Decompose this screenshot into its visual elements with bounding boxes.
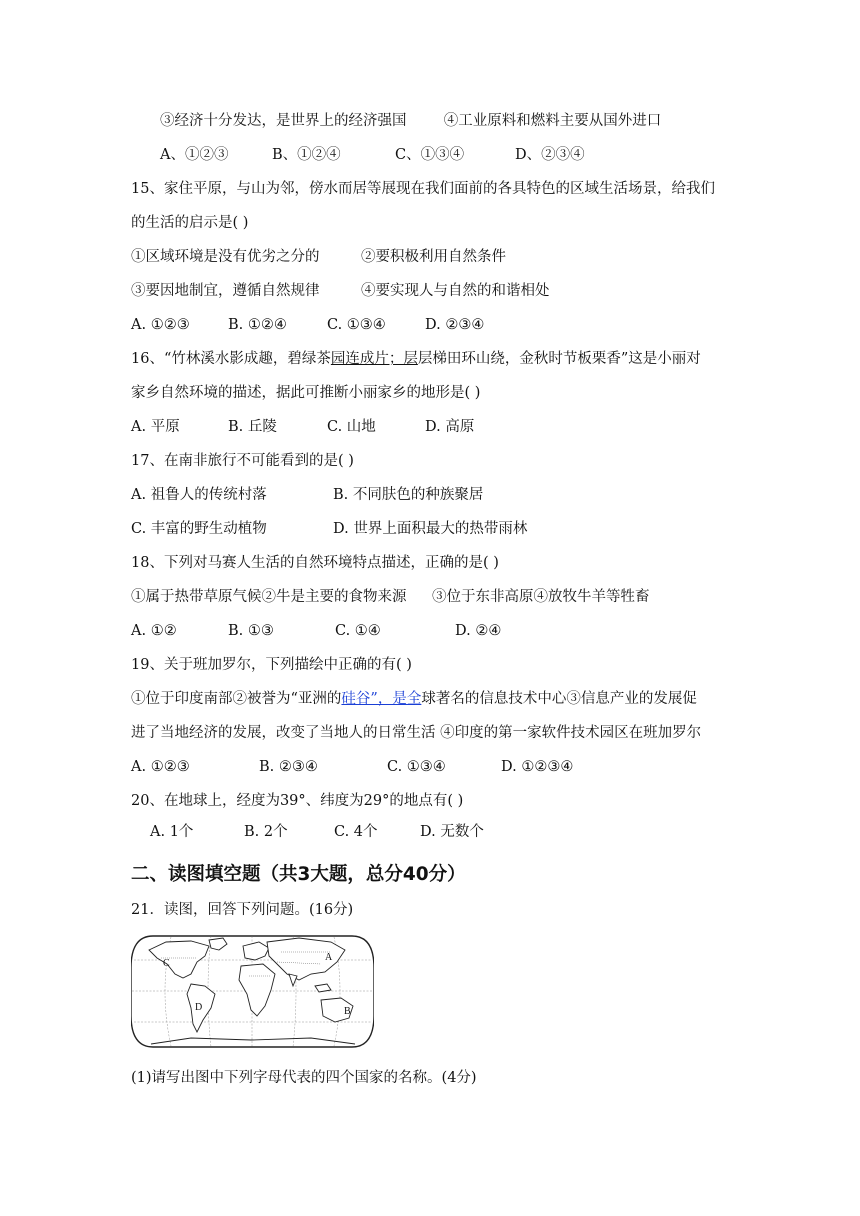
q21-stem: 21．读图，回答下列问题。(16分) [131, 902, 354, 918]
q17-option-a: A. 祖鲁人的传统村落 [131, 487, 267, 503]
q15-option-d: D. ②③④ [425, 317, 485, 333]
map-label-d: D [195, 1002, 203, 1013]
q15-statement-4: ④要实现人与自然的和谐相处 [361, 283, 550, 299]
world-map-figure [131, 928, 374, 1055]
q15-option-c: C. ①③④ [327, 317, 386, 333]
q19-line1-part2: 球著名的信息技术中心③信息产业的发展促 [421, 691, 697, 707]
q14-option-c: C、①③④ [395, 147, 465, 163]
q18-statements-a: ①属于热带草原气候②牛是主要的食物来源 [131, 589, 407, 605]
section-heading: 二、读图填空题（共3大题，总分40分） [131, 864, 466, 885]
q17-option-d: D. 世界上面积最大的热带雨林 [333, 521, 528, 537]
q16-option-a: A. 平原 [131, 419, 180, 435]
q15-option-a: A. ①②③ [131, 317, 190, 333]
q17-option-b: B. 不同肤色的种族聚居 [333, 487, 484, 503]
q19-option-d: D. ①②③④ [501, 759, 574, 775]
q15-stem-line2: 的生活的启示是( ) [131, 215, 249, 231]
q18-statements-b: ③位于东非高原④放牧牛羊等牲畜 [432, 589, 650, 605]
q20-option-b: B. 2个 [244, 824, 288, 840]
q16-option-d: D. 高原 [425, 419, 475, 435]
q15-stem-line1: 15、家住平原，与山为邻，傍水而居等展现在我们面前的各具特色的区域生活场景，给我们 [131, 181, 715, 197]
q14-option-b: B、①②④ [272, 147, 341, 163]
q16-stem-underlined: 园连成片；层 [330, 351, 418, 367]
q17-option-c: C. 丰富的野生动植物 [131, 521, 267, 537]
q14-statement-3: ③经济十分发达，是世界上的经济强国 [160, 113, 407, 129]
map-label-c: C [163, 958, 170, 969]
q19-line1-part1: ①位于印度南部②被誉为“亚洲的 [131, 691, 342, 707]
q19-option-a: A. ①②③ [131, 759, 190, 775]
q19-option-b: B. ②③④ [259, 759, 318, 775]
q14-statement-line [160, 111, 661, 131]
q16-stem-line1 [131, 349, 701, 369]
q18-option-c: C. ①④ [335, 623, 381, 639]
q20-option-a: A. 1个 [150, 824, 194, 840]
q19-stem: 19、关于班加罗尔，下列描绘中正确的有( ) [131, 657, 412, 673]
q16-option-b: B. 丘陵 [228, 419, 277, 435]
q21-subquestion-1: (1)请写出图中下列字母代表的四个国家的名称。(4分) [131, 1070, 477, 1086]
q14-option-d: D、②③④ [515, 147, 585, 163]
q16-stem-line2: 家乡自然环境的描述，据此可推断小丽家乡的地形是( ) [131, 385, 481, 401]
q14-statement-4: ④工业原料和燃料主要从国外进口 [443, 113, 662, 129]
q16-stem-part1: 16、“竹林溪水影成趣，碧绿茶 [131, 351, 331, 367]
q15-statement-1: ①区域环境是没有优劣之分的 [131, 249, 320, 265]
q18-option-a: A. ①② [131, 623, 177, 639]
q20-option-d: D. 无数个 [420, 824, 484, 840]
q16-stem-part2: 层梯田环山绕，金秋时节板栗香”这是小丽对 [417, 351, 701, 367]
q18-option-b: B. ①③ [228, 623, 274, 639]
q16-option-c: C. 山地 [327, 419, 376, 435]
q19-statements-line2: 进了当地经济的发展，改变了当地人的日常生活 ④印度的第一家软件技术园区在班加罗尔 [131, 725, 702, 741]
q15-option-b: B. ①②④ [228, 317, 287, 333]
q19-statements-line1 [131, 689, 697, 709]
q15-statement-2: ②要积极利用自然条件 [361, 249, 506, 265]
q19-option-c: C. ①③④ [387, 759, 446, 775]
q18-option-d: D. ②④ [455, 623, 502, 639]
q20-option-c: C. 4个 [334, 824, 378, 840]
q18-stem: 18、下列对马赛人生活的自然环境特点描述，正确的是( ) [131, 555, 499, 571]
q17-stem: 17、在南非旅行不可能看到的是( ) [131, 453, 354, 469]
q15-statement-3: ③要因地制宜，遵循自然规律 [131, 283, 320, 299]
map-label-a: A [325, 952, 333, 963]
q14-option-a: A、①②③ [160, 147, 229, 163]
q20-stem: 20、在地球上，经度为39°、纬度为29°的地点有( ) [131, 793, 464, 809]
q19-silicon-valley-link[interactable]: 硅谷”，是全 [341, 691, 422, 707]
map-label-b: B [344, 1006, 351, 1017]
